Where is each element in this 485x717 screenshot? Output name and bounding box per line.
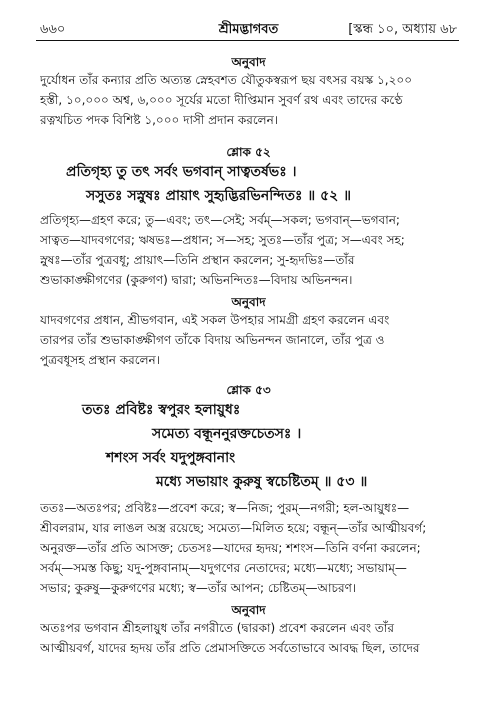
translation-line: দুর্যোধন তাঁর কন্যার প্রতি অত্যন্ত স্নেহবশত যৌতুকস্বরূপ ছয় বৎসর বয়স্ক ১,২০০ xyxy=(40,73,413,87)
translation-line: অতঃপর ভগবান শ্রীহলায়ুধ তাঁর নগরীতে (দ্বারকা) প্রবেশ করলেন এবং তাঁর xyxy=(40,621,394,635)
synonym-line: প্রতিগৃহ্য—গ্রহণ করে; তু—এবং; তৎ—সেই; সর্বম্—সকল; ভগবান্—ভগবান; xyxy=(40,213,400,227)
verse-number-heading: শ্লোক ৫৩ xyxy=(226,383,271,397)
verse-number-heading: শ্লোক ৫২ xyxy=(226,145,271,159)
translation-heading: অনুবাদ xyxy=(231,603,266,617)
translation-line: রত্নখচিত পদক বিশিষ্ট ১,০০০ দাসী প্রদান করলেন। xyxy=(40,113,279,127)
header-rule xyxy=(36,40,459,41)
verse-line: প্রতিগৃহ্য তু তৎ সর্বং ভগবান্ সাত্বতর্ষভঃ । xyxy=(66,164,297,180)
synonym-line: সর্বম্—সমস্ত কিছু; যদু-পুঙ্গবানাম্—যদুগণের নেতাদের; মধ্যে—মধ্যে; সভায়াম্— xyxy=(40,561,407,575)
verse-line: ততঃ প্রবিষ্টঃ স্বপুরং হলায়ুধঃ xyxy=(82,402,241,418)
translation-line: আত্মীয়বর্গ, যাদের হৃদয় তাঁর প্রতি প্রেমাসক্তিতে সর্বতোভাবে আবদ্ধ ছিল, তাদের xyxy=(40,641,420,655)
verse-line: শশংস সর্বং যদুপুঙ্গবানাং xyxy=(106,450,236,466)
synonym-line: শুভাকাঙ্ক্ষীগণের (কুরুগণ) দ্বারা; অভিনন্দিতঃ—বিদায় অভিনন্দন। xyxy=(40,273,353,287)
verse-line: সসুতঃ সস্নুষঃ প্রায়াৎ সুহৃদ্ভিরভিনন্দিতঃ ॥ ৫২ ॥ xyxy=(86,188,352,204)
verse-line: সমেত্য বন্ধূননুরক্তচেতসঃ । xyxy=(152,426,302,442)
verse-52-block xyxy=(40,144,457,208)
verse-52-translation xyxy=(40,294,457,370)
translation-heading: অনুবাদ xyxy=(231,55,266,69)
verse-53-translation xyxy=(40,602,457,658)
synonym-line: ততঃ—অতঃপর; প্রবিষ্টঃ—প্রবেশ করে; স্ব—নিজ; পুরম্—নগরী; হল-আয়ুধঃ— xyxy=(40,501,410,515)
synonym-line: শ্রীবলরাম, যার লাঙল অস্ত্র রয়েছে; সমেত্য—মিলিত হয়ে; বন্ধূন্—তাঁর আত্মীয়বর্গ; xyxy=(40,521,427,535)
section-reference: [স্কন্ধ ১০, অধ্যায় ৬৮ xyxy=(348,22,457,37)
translation-line: পুত্রবধূসহ প্রস্থান করলেন। xyxy=(40,353,160,367)
translation-heading: অনুবাদ xyxy=(231,295,266,309)
synonym-line: সভার; কুরুষু—কুরুগণের মধ্যে; স্ব—তাঁর আপন; চেষ্টিতম্—আচরণ। xyxy=(40,581,357,595)
translation-block-51 xyxy=(40,54,457,130)
verse-52-synonyms xyxy=(40,210,457,290)
synonym-line: অনুরক্ত—তাঁর প্রতি আসক্ত; চেতসঃ—যাদের হৃদয়; শশংস—তিনি বর্ণনা করলেন; xyxy=(40,541,421,555)
translation-line: হস্তী, ১০,০০০ অশ্ব, ৬,০০০ সূর্যের মতো দীপ্তিমান সুবর্ণ রথ এবং তাদের কণ্ঠে xyxy=(40,93,403,107)
verse-53-block xyxy=(40,382,457,494)
synonym-line: স্নুষঃ—তাঁর পুত্রবধূ; প্রায়াৎ—তিনি প্রস্থান করলেন; সু-হৃদভিঃ—তাঁর xyxy=(40,253,355,267)
page-number: ৬৬০ xyxy=(40,22,66,37)
translation-line: তারপর তাঁর শুভাকাঙ্ক্ষীগণ তাঁকে বিদায় অভিনন্দন জানালে, তাঁর পুত্র ও xyxy=(40,333,385,347)
verse-line: মধ্যে সভায়াং কুরুষু স্বচেষ্টিতম্ ॥ ৫৩ ॥ xyxy=(156,474,368,490)
translation-line: যাদবগণের প্রধান, শ্রীভগবান, এই সকল উপহার সামগ্রী গ্রহণ করলেন এবং xyxy=(40,313,390,327)
running-header xyxy=(40,20,457,40)
book-title: শ্রীমদ্ভাগবত xyxy=(218,22,279,37)
synonym-line: সাত্বত—যাদবগণের; ঋষভঃ—প্রধান; স—সহ; সুতঃ—তাঁর পুত্র; স—এবং সহ; xyxy=(40,233,405,247)
verse-53-synonyms xyxy=(40,498,457,598)
